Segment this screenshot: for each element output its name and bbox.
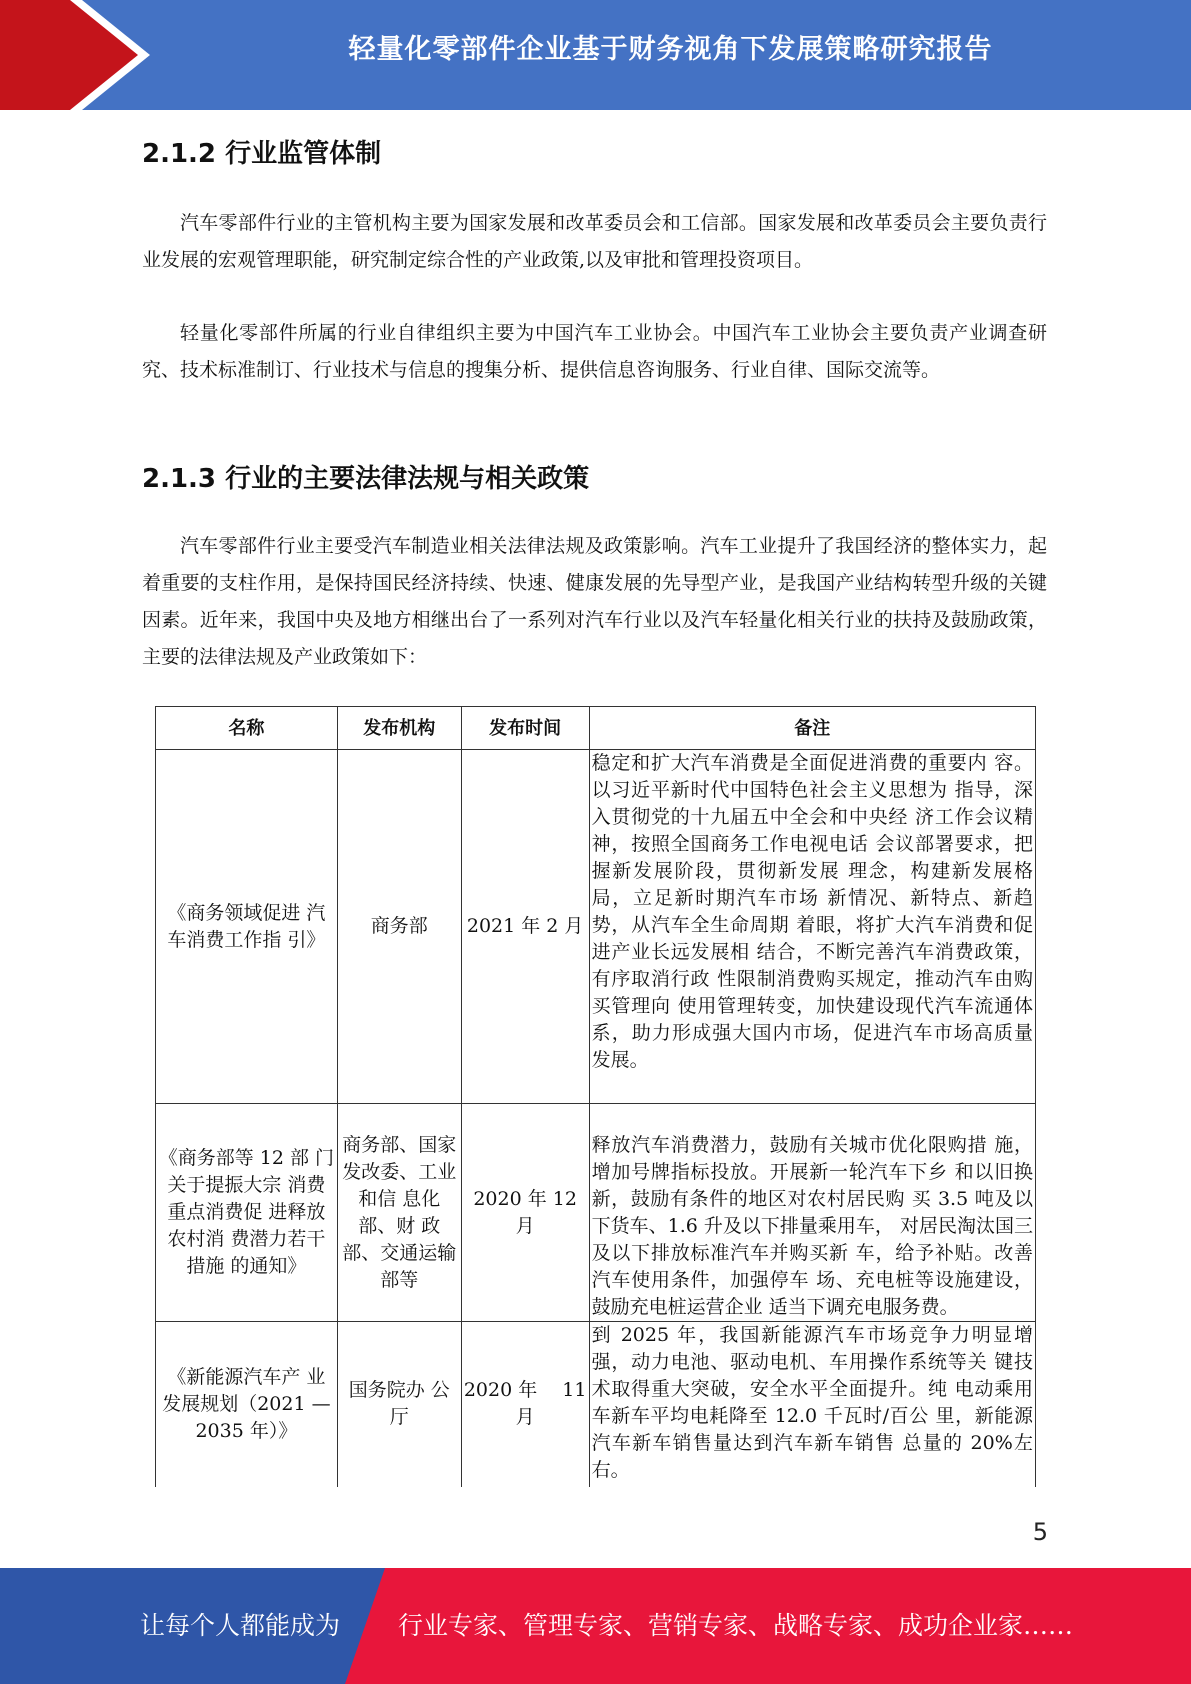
section-heading-2-1-2: 2.1.2 行业监管体制 — [142, 139, 382, 169]
header-chevron-red — [0, 0, 140, 110]
policy-note: 稳定和扩大汽车消费是全面促进消费的重要内 容。以习近平新时代中国特色社会主义思想为 指导，深入贯彻党的十九届五中全会和中央经 济工作会议精神，按照全国商务工作电视电话 会议部署要求，把握新发展阶段，贯彻新发展 理念，构建新发展格局，立足新时期汽车市场 新情况、新特点、新趋势，从汽车全生命周期 着眼，将扩大汽车消费和促进产业长远发展相 结合，不断完善汽车消费政策，有序取消行政 性限制消费购买规定，推动汽车由购买管理向 使用管理转变，加快建设现代汽车流通体系，助力形成强大国内市场，促进汽车市场高质量 发展。 — [589, 750, 1035, 1104]
column-header-name: 名称 — [156, 707, 338, 750]
table-row — [156, 1104, 1036, 1322]
table-row — [156, 1322, 1036, 1487]
policy-table — [155, 706, 1036, 1487]
paragraph: 轻量化零部件所属的行业自律组织主要为中国汽车工业协会。中国汽车工业协会主要负责产业调查研究、技术标准制订、行业技术与信息的搜集分析、提供信息咨询服务、行业自律、国际交流等。 — [142, 322, 1047, 381]
policy-agency: 商务部 — [337, 750, 461, 1104]
paragraph: 汽车零部件行业主要受汽车制造业相关法律法规及政策影响。汽车工业提升了我国经济的整体实力，起着重要的支柱作用，是保持国民经济持续、快速、健康发展的先导型产业，是我国产业结构转型升级的关键因素。近年来，我国中央及地方相继出台了一系列对汽车行业以及汽车轻量化相关行业的扶持及鼓励政策，主要的法律法规及产业政策如下： — [142, 535, 1047, 668]
table-row — [156, 750, 1036, 1104]
policy-name: 《商务部等 12 部 门关于提振大宗 消费重点消费促 进释放农村消 费潜力若干措施 的通知》 — [156, 1104, 338, 1322]
table-header-row — [156, 707, 1036, 750]
column-header-agency: 发布机构 — [337, 707, 461, 750]
policy-note: 到 2025 年，我国新能源汽车市场竞争力明显增 强，动力电池、驱动电机、车用操作系统等关 键技术取得重大突破，安全水平全面提升。纯 电动乘用车新车平均电耗降至 12.0 千瓦时/百公 里，新能源汽车新车销售量达到汽车新车销售 总量的 20%左右。 — [589, 1322, 1035, 1487]
page-number: 5 — [1032, 1518, 1048, 1546]
policy-agency: 国务院办 公厅 — [337, 1322, 461, 1487]
policy-name: 《新能源汽车产 业发展规划（2021 —2035 年）》 — [156, 1322, 338, 1487]
policy-note: 释放汽车消费潜力，鼓励有关城市优化限购措 施，增加号牌指标投放。开展新一轮汽车下乡 和以旧换新，鼓励有条件的地区对农村居民购 买 3.5 吨及以下货车、1.6 升及以下排量乘用车， 对居民淘汰国三及以下排放标准汽车并购买新 车，给予补贴。改善汽车使用条件，加强停车 场、充电桩等设施建设，鼓励充电桩运营企业 适当下调充电服务费。 — [589, 1104, 1035, 1322]
policy-name: 《商务领域促进 汽车消费工作指 引》 — [156, 750, 338, 1104]
page-footer — [0, 1568, 1191, 1684]
section-2-1-3-para — [142, 528, 1047, 676]
section-2-1-2-para-1 — [142, 205, 1047, 279]
policy-date: 2021 年 2 月 — [461, 750, 589, 1104]
policy-date: 2020 年 12 月 — [461, 1104, 589, 1322]
policy-agency: 商务部、国家发改委、工业和信 息化部、财 政部、交通运输部等 — [337, 1104, 461, 1322]
policy-date: 2020 年 11 月 — [461, 1322, 589, 1487]
column-header-date: 发布时间 — [461, 707, 589, 750]
footer-slogan-right: 行业专家、管理专家、营销专家、战略专家、成功企业家…… — [398, 1611, 1074, 1640]
report-title: 轻量化零部件企业基于财务视角下发展策略研究报告 — [348, 34, 993, 65]
section-heading-2-1-3: 2.1.3 行业的主要法律法规与相关政策 — [142, 464, 590, 494]
footer-slogan-left: 让每个人都能成为 — [140, 1611, 341, 1640]
section-2-1-2-para-2 — [142, 315, 1047, 389]
page-header — [0, 0, 1191, 110]
column-header-note: 备注 — [589, 707, 1035, 750]
paragraph: 汽车零部件行业的主管机构主要为国家发展和改革委员会和工信部。国家发展和改革委员会主要负责行业发展的宏观管理职能，研究制定综合性的产业政策,以及审批和管理投资项目。 — [142, 212, 1047, 271]
